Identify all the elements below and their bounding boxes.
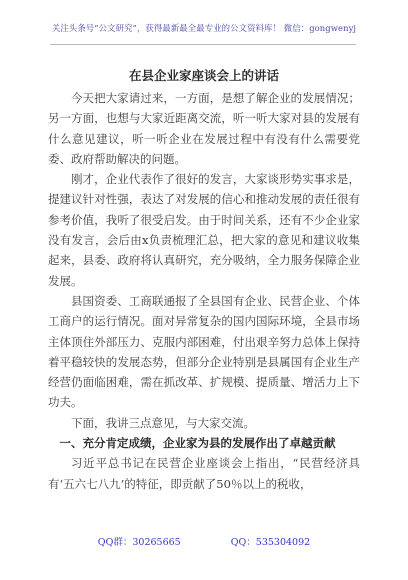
- paragraph-report: 县国资委、工商联通报了全县国有企业、民营企业、个体工商户的运行情况。面对异常复杂的国内国际环境，全县市场主体顶住外部压力、克服内部困难，付出艰辛努力总体上保持着平稳较快的发展态势，但部分企业特别是县属国有企业生产经营仍面临困难，需在抓改革、扩规模、提质量、增活力上下功夫。: [48, 293, 360, 410]
- header-divider: [50, 44, 356, 45]
- document-title: 在县企业家座谈会上的讲话: [128, 68, 279, 83]
- paragraph-intro: 今天把大家请过来，一方面，是想了解企业的发展情况；另一方面，也想与大家近距离交流，听一听大家对县的发展有什么意见建议，听一听企业在发展过程中有没有什么需要党委、政府帮助解决的问题。: [48, 91, 360, 166]
- document-body: [48, 88, 360, 494]
- paragraph-quote: 习近平总书记在民营企业座谈会上指出，“民营经济具有‘五六七八九’的特征，即贡献了50％以上的税收，: [48, 456, 360, 491]
- footer-contact: [0, 534, 408, 548]
- paragraph-speeches: 刚才，企业代表作了很好的发言，大家谈形势实事求是，提建议针对性强，表达了对发展的信心和推动发展的责任很有参考价值，我听了很受启发。由于时间关系，还有不少企业家没有发言，会后由x负责梳理汇总，把大家的意见和建议收集起来，县委、政府将认真研究，充分吸纳，全力服务保障企业发展。: [48, 172, 360, 288]
- header-note: 关注头条号“公文研究”，获得最新最全最专业的公文资料库！ 微信：gongwenyj: [51, 23, 357, 33]
- paragraph-transition: 下面，我讲三点意见，与大家交流。: [71, 415, 255, 430]
- section-heading-1: 一、充分肯定成绩，企业家为县的发展作出了卓越贡献: [59, 436, 336, 451]
- footer-qq-group: QQ群：30265665: [97, 537, 181, 548]
- footer-qq-number: QQ：535304092: [230, 537, 311, 548]
